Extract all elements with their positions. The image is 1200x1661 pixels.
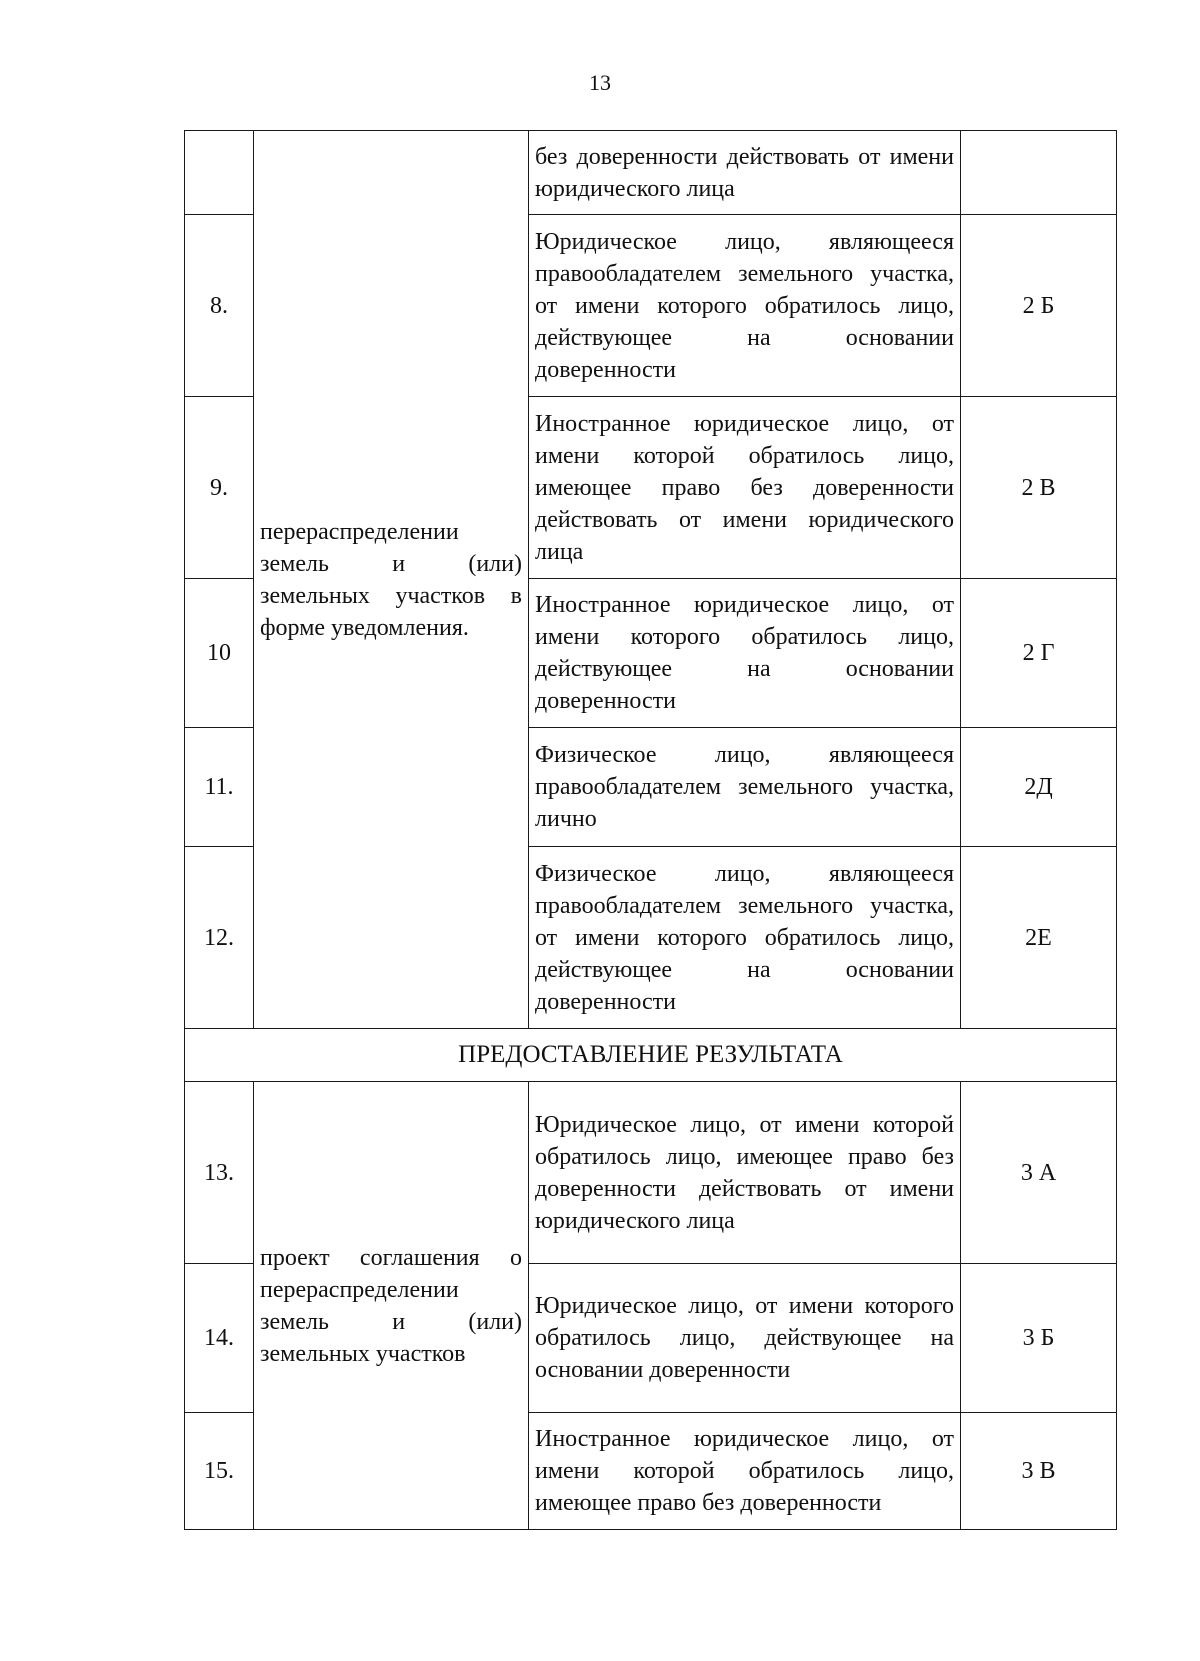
variant-code: 2 Г — [961, 579, 1117, 728]
result-document-cell — [254, 1082, 529, 1530]
variant-code: 2Д — [961, 728, 1117, 847]
applicant-description: Юридическое лицо, от имени которого обратилось лицо, действующее на основании доверенности — [529, 1264, 961, 1413]
applicant-description: Иностранное юридическое лицо, от имени которого обратилось лицо, действующее на основании доверенности — [529, 579, 961, 728]
row-number: 15. — [185, 1413, 254, 1530]
applicant-description: Юридическое лицо, от имени которой обратилось лицо, имеющее право без доверенности действовать от имени юридического лица — [529, 1082, 961, 1264]
applicant-description: Физическое лицо, являющееся правообладателем земельного участка, от имени которого обратилось лицо, действующее на основании доверенности — [529, 847, 961, 1029]
row-number: 8. — [185, 215, 254, 397]
page-number: 13 — [589, 70, 611, 95]
variant-code: 2 Б — [961, 215, 1117, 397]
section-title: ПРЕДОСТАВЛЕНИЕ РЕЗУЛЬТАТА — [185, 1029, 1117, 1082]
row-number: 12. — [185, 847, 254, 1029]
section-header-row — [185, 1029, 1117, 1082]
row-number: 14. — [185, 1264, 254, 1413]
variant-code: 3 А — [961, 1082, 1117, 1264]
variant-code: 3 В — [961, 1413, 1117, 1530]
row-number — [185, 131, 254, 215]
applicant-description: Физическое лицо, являющееся правообладателем земельного участка, лично — [529, 728, 961, 847]
result-document-cell — [254, 131, 529, 1029]
variant-code: 3 Б — [961, 1264, 1117, 1413]
applicant-description: без доверенности действовать от имени юридического лица — [529, 131, 961, 215]
row-number: 10 — [185, 579, 254, 728]
result-document-text: проект соглашения о перераспределении земель и (или) земельных участков — [260, 1244, 522, 1367]
variant-code — [961, 131, 1117, 215]
table-row — [185, 131, 1117, 215]
variants-table — [184, 130, 1117, 1530]
table-row — [185, 1082, 1117, 1264]
variant-code: 2Е — [961, 847, 1117, 1029]
variant-code: 2 В — [961, 397, 1117, 579]
row-number: 11. — [185, 728, 254, 847]
applicant-description: Иностранное юридическое лицо, от имени которой обратилось лицо, имеющее право без доверенности действовать от имени юридического лица — [529, 397, 961, 579]
applicant-description: Юридическое лицо, являющееся правообладателем земельного участка, от имени которого обратилось лицо, действующее на основании доверенности — [529, 215, 961, 397]
result-document-text: перераспределении земель и (или) земельных участков в форме уведомления. — [260, 518, 522, 641]
row-number: 9. — [185, 397, 254, 579]
applicant-description: Иностранное юридическое лицо, от имени которой обратилось лицо, имеющее право без доверенности — [529, 1413, 961, 1530]
row-number: 13. — [185, 1082, 254, 1264]
